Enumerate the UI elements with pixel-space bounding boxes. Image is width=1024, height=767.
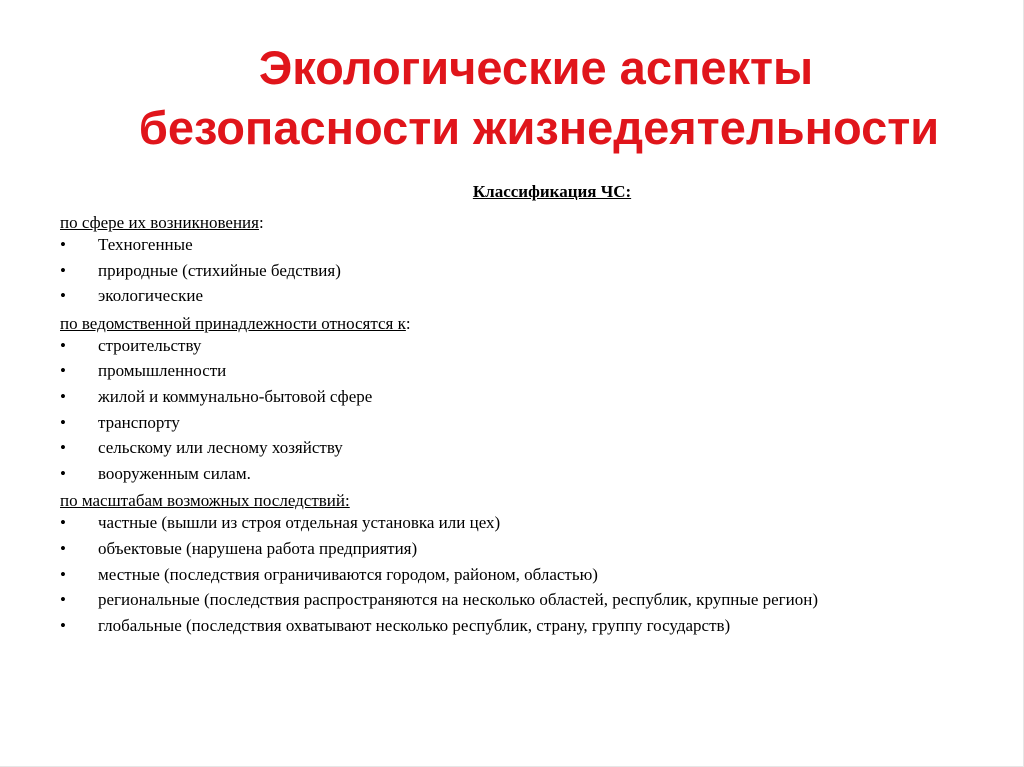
list-item (60, 565, 980, 591)
slide-title-line-2: безопасности жизнедеятельности (138, 101, 940, 154)
list-item (60, 513, 980, 539)
list-item (60, 286, 980, 312)
list-item-text: экологические (98, 286, 203, 306)
list-item (60, 464, 980, 490)
bullet-icon: • (60, 438, 66, 458)
bullet-icon: • (60, 286, 66, 306)
list-item (60, 438, 980, 464)
bullet-icon: • (60, 538, 66, 558)
list-item (60, 413, 980, 439)
section-label (60, 489, 980, 513)
list-item-text: частные (вышли из строя отдельная установка или цех) (98, 513, 501, 533)
section-list (60, 513, 980, 641)
list-item-text: объектовые (нарушена работа предприятия) (98, 538, 418, 558)
section-label-text: по масштабам возможных последствий: (60, 491, 350, 511)
bullet-icon: • (60, 386, 66, 406)
list-item (60, 235, 980, 261)
list-item (60, 539, 980, 565)
list-item (60, 361, 980, 387)
slide-title (0, 38, 1024, 158)
section-list (60, 235, 980, 312)
list-item-text: строительству (98, 335, 202, 355)
section-label-suffix: : (258, 213, 264, 232)
bullet-icon: • (60, 361, 66, 381)
classification-sections (60, 211, 980, 641)
list-item-text: региональные (последствия распространяются на несколько областей, республик, крупные регион) (98, 590, 819, 610)
section-label-suffix: : (405, 313, 411, 333)
section-list (60, 336, 980, 490)
classification-heading: Классификация ЧС: (472, 182, 632, 201)
list-item-text: промышленности (98, 361, 227, 381)
list-item (60, 387, 980, 413)
bullet-icon: • (60, 235, 66, 254)
list-item-text: природные (стихийные бедствия) (98, 260, 341, 280)
list-item-text: местные (последствия ограничиваются городом, районом, областью) (98, 564, 598, 584)
slide-body (60, 180, 980, 641)
list-item-text: транспорту (98, 412, 180, 432)
bullet-icon: • (60, 513, 66, 533)
bullet-icon: • (60, 335, 66, 355)
list-item-text: вооруженным силам. (98, 463, 251, 483)
section-label-text: по ведомственной принадлежности относятся к (60, 313, 406, 333)
bullet-icon: • (60, 615, 66, 635)
section-label (60, 211, 980, 235)
bullet-icon: • (60, 590, 66, 610)
section-label (60, 312, 980, 336)
bullet-icon: • (60, 463, 66, 483)
section-label-text: по сфере их возникновения (60, 213, 259, 232)
bullet-icon: • (60, 260, 66, 280)
list-item-text: сельскому или лесному хозяйству (98, 438, 343, 458)
slide-title-line-1: Экологические аспекты (258, 41, 814, 94)
list-item-text: жилой и коммунально-бытовой сфере (98, 386, 373, 406)
list-item-text: глобальные (последствия охватывают несколько республик, страну, группу государств) (98, 615, 731, 635)
list-item (60, 336, 980, 362)
list-item (60, 590, 980, 616)
list-item (60, 261, 980, 287)
bullet-icon: • (60, 564, 66, 584)
list-item (60, 616, 980, 642)
bullet-icon: • (60, 412, 66, 432)
list-item-text: Техногенные (98, 235, 193, 254)
